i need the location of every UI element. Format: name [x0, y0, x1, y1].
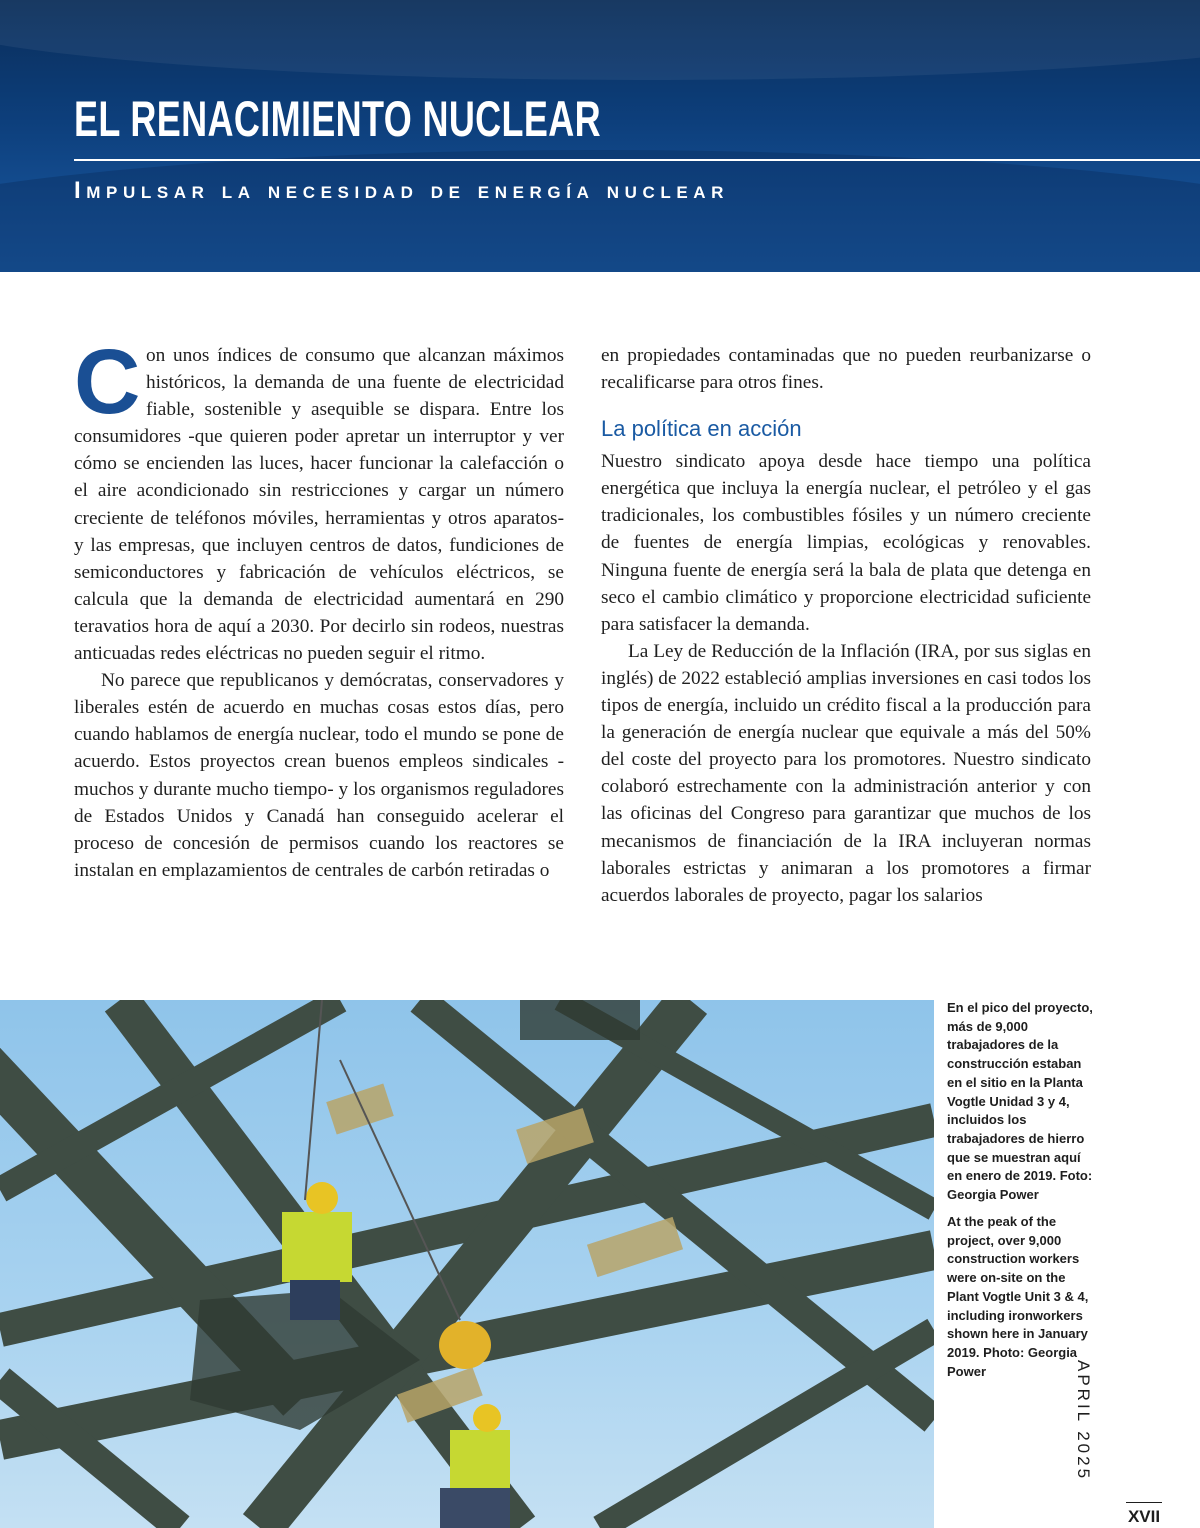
- photo-caption-english: At the peak of the project, over 9,000 construction workers were on-site on the Plant Vogtle Unit 3 & 4, including ironworkers shown here in January 2019. Photo: Georgia Power: [947, 1214, 1089, 1379]
- paragraph: No parece que republicanos y demócratas, conservadores y liberales estén de acuerdo en muchas cosas estos días, pero cuando hablamos de energía nuclear, todo el mundo se pone de acuerdo. Estos proyectos crean buenos empleos sindicales -muchos y durante mucho tiempo- y los organismos reguladores de Estados Unidos y Canadá han conseguido acelerar el proceso de concesión de permisos cuando los reactores se instalan en emplazamientos de centrales de carbón retiradas o: [74, 670, 564, 881]
- issue-date: APRIL 2025: [1074, 1360, 1093, 1482]
- text-column-left: [74, 331, 564, 884]
- construction-photo: [0, 1000, 934, 1528]
- steel-beams-illustration: [0, 1000, 934, 1528]
- article-title: EL RENACIMIENTO NUCLEAR: [74, 91, 601, 147]
- paragraph: [74, 331, 564, 667]
- text-column-right: [601, 342, 1091, 909]
- paragraph: en propiedades contaminadas que no pueden reurbanizarse o recalificarse para otros fines.: [601, 345, 1091, 394]
- drop-cap: C: [74, 331, 141, 433]
- paragraph: La Ley de Reducción de la Inflación (IRA, por sus siglas en inglés) de 2022 estableció amplias inversiones en casi todos los tipos de energía, incluido un crédito fiscal a la producción para la generación de energía nuclear que equivale a más del 50% del coste del proyecto para los promotores. Nuestro sindicato colaboró estrechamente con la administración anterior y con las oficinas del Congreso para garantizar que muchos de los mecanismos de financiación de la IRA incluyeran normas laborales estrictas y animaran a los promotores a firmar acuerdos laborales de proyecto, pagar los salarios: [601, 640, 1091, 906]
- folio-divider: [1126, 1502, 1162, 1503]
- hoist-block: [439, 1321, 491, 1369]
- paragraph: Nuestro sindicato apoya desde hace tiempo una política energética que incluya la energía nuclear, el petróleo y el gas tradicionales, los combustibles fósiles y un número creciente de fuentes de energía limpias, ecológicas y renovables. Ninguna fuente de energía será la bala de plata que detenga en seco el cambio climático y proporcione electricidad suficiente para satisfacer la demanda.: [601, 451, 1091, 635]
- banner-wave-decoration: [0, 150, 1200, 272]
- title-divider: [74, 159, 1200, 161]
- article-subtitle: Impulsar la necesidad de energía nuclear: [74, 177, 730, 204]
- banner-wave-decoration: [0, 0, 1200, 80]
- paragraph-text: on unos índices de consumo que alcanzan máximos históricos, la demanda de una fuente de electricidad fiable, sostenible y asequible se dispara. Entre los consumidores -que quieren poder apretar un interruptor y ver cómo se encienden las luces, hacer funcionar la calefacción o el aire acondicionado sin restricciones y cargar un número creciente de teléfonos móviles, herramientas y otros aparatos- y las empresas, que incluyen centros de datos, fundiciones de semiconductores y fabricación de vehículos eléctricos, se calcula que la demanda de electricidad aumentará en 290 teravatios hora de aquí a 2030. Por decirlo sin rodeos, nuestras anticuadas redes eléctricas no pueden seguir el ritmo.: [74, 345, 564, 665]
- photo-caption-spanish: En el pico del proyecto, más de 9,000 trabajadores de la construcción estaban en el sitio en la Planta Vogtle Unidad 3 y 4, incluidos los trabajadores de hierro que se muestran aquí en enero de 2019. Foto: Georgia Power: [947, 1000, 1093, 1203]
- header-banner: [0, 0, 1200, 272]
- section-heading: La política en acción: [601, 416, 802, 442]
- page-number: XVII: [1127, 1507, 1161, 1526]
